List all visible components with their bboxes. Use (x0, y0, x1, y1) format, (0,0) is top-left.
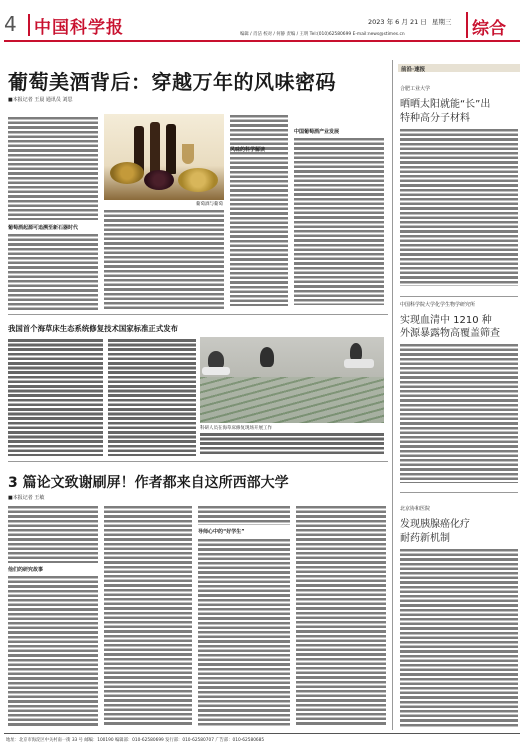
sidebar-item2-headline-line1: 实现血清中 1210 种 (400, 315, 492, 326)
wine-photo-caption: 葡萄酒与葡萄 (196, 202, 223, 207)
article1-subhead2: 风味的科学解读 (230, 147, 266, 153)
article1-subhead3: 中国葡萄酒产业发展 (294, 129, 340, 135)
article3-col1b (8, 575, 98, 727)
wine-bottle-icon (150, 122, 160, 174)
date-text: 2023 年 6 月 21 日 (368, 18, 427, 26)
article3-headline: 3 篇论文致谢刷屏！作者都来自这所西部大学 (8, 475, 289, 491)
sidebar-item1-headline-line1: 晒晒太阳就能“长”出 (400, 99, 491, 110)
article3-col3b (198, 538, 290, 727)
sidebar-item1-headline-line2: 特种高分子材料 (400, 113, 470, 124)
seagrass-photo-caption: 科研人员在海草床修复现场开展工作 (200, 426, 272, 431)
sidebar-item2-headline-line2: 外源暴露物高覆盖筛查 (400, 328, 500, 339)
article3-subhead1: 他们的研究故事 (8, 567, 44, 573)
issue-date (368, 17, 451, 26)
masthead-divider (28, 14, 30, 36)
sidebar-rule2 (400, 492, 518, 493)
article2-col2 (108, 338, 196, 456)
article1-subhead1: 葡萄酒起源可追溯至新石器时代 (8, 225, 79, 231)
sidebar-item2-kicker: 中国科学院大学化学生物学研究所 (400, 302, 476, 308)
grapes-icon (178, 168, 218, 192)
wine-glass-icon (182, 144, 194, 164)
article1-col4 (294, 137, 384, 305)
seagrass-photo (200, 337, 384, 423)
page-number: 4 (4, 12, 17, 36)
article1-byline: ■本报记者 王晨 通讯员 刘思 (8, 97, 73, 103)
floating-tray (202, 367, 230, 375)
sidebar-rule1 (400, 296, 518, 297)
footer-text: 地址：北京市海淀区中关村南一街 33 号 邮编：100190 编辑部：010-62580699 发行部：010-62580707 广告部：010-62580685 (6, 738, 265, 743)
article3-subhead2: 导师心中的“好学生” (198, 529, 245, 535)
article3-col1a (8, 505, 98, 563)
article1-col3b (230, 156, 288, 306)
sidebar-item1-body (400, 128, 518, 286)
article3-col3a (198, 505, 290, 525)
article2-col3 (200, 432, 384, 456)
sidebar-item3-kicker: 北京协和医院 (400, 506, 431, 512)
masthead-rule (4, 40, 520, 42)
article3-byline: ■本报记者 王敏 (8, 495, 45, 501)
grapes-icon (144, 170, 174, 190)
seagrass-rows (200, 377, 384, 423)
editor-line: 编辑 / 肖洁 校对 / 何静 责编 / 王明 Tel:(010)62580699 E-mail:news@stimes.cn (240, 32, 405, 37)
wine-bottle-icon (166, 124, 176, 174)
article1-col1 (8, 116, 98, 220)
article1-headline: 葡萄美酒背后：穿越万年的风味密码 (8, 70, 336, 94)
wine-photo (104, 114, 224, 200)
sidebar-item1-kicker: 合肥工业大学 (400, 86, 431, 92)
section-name: 综合 (472, 19, 506, 39)
section-divider (466, 12, 468, 38)
sidebar-section-label: 前沿·速报 (401, 67, 426, 73)
article1-col2a (104, 209, 224, 309)
article3-col2 (104, 505, 192, 727)
article1-bottom-rule (8, 314, 388, 315)
article2-bottom-rule (8, 461, 388, 462)
researcher-figure (260, 347, 274, 367)
article3-col4 (296, 505, 386, 727)
sidebar-item2-body (400, 343, 518, 483)
paper-name-logo: 中国科学报 (34, 18, 124, 38)
grapes-icon (110, 162, 144, 184)
article2-headline: 我国首个海草床生态系统修复技术国家标准正式发布 (8, 324, 178, 333)
article1-col1b (8, 233, 98, 311)
sidebar-divider (392, 60, 393, 730)
article2-col1 (8, 338, 103, 456)
footer-rule (4, 733, 520, 734)
floating-tray (344, 359, 374, 368)
sidebar-item3-body (400, 548, 518, 727)
weekday-text: 星期三 (431, 18, 452, 26)
sidebar-item3-headline-line1: 发现胰腺癌化疗 (400, 519, 470, 530)
sidebar-item3-headline-line2: 耐药新机制 (400, 533, 450, 544)
